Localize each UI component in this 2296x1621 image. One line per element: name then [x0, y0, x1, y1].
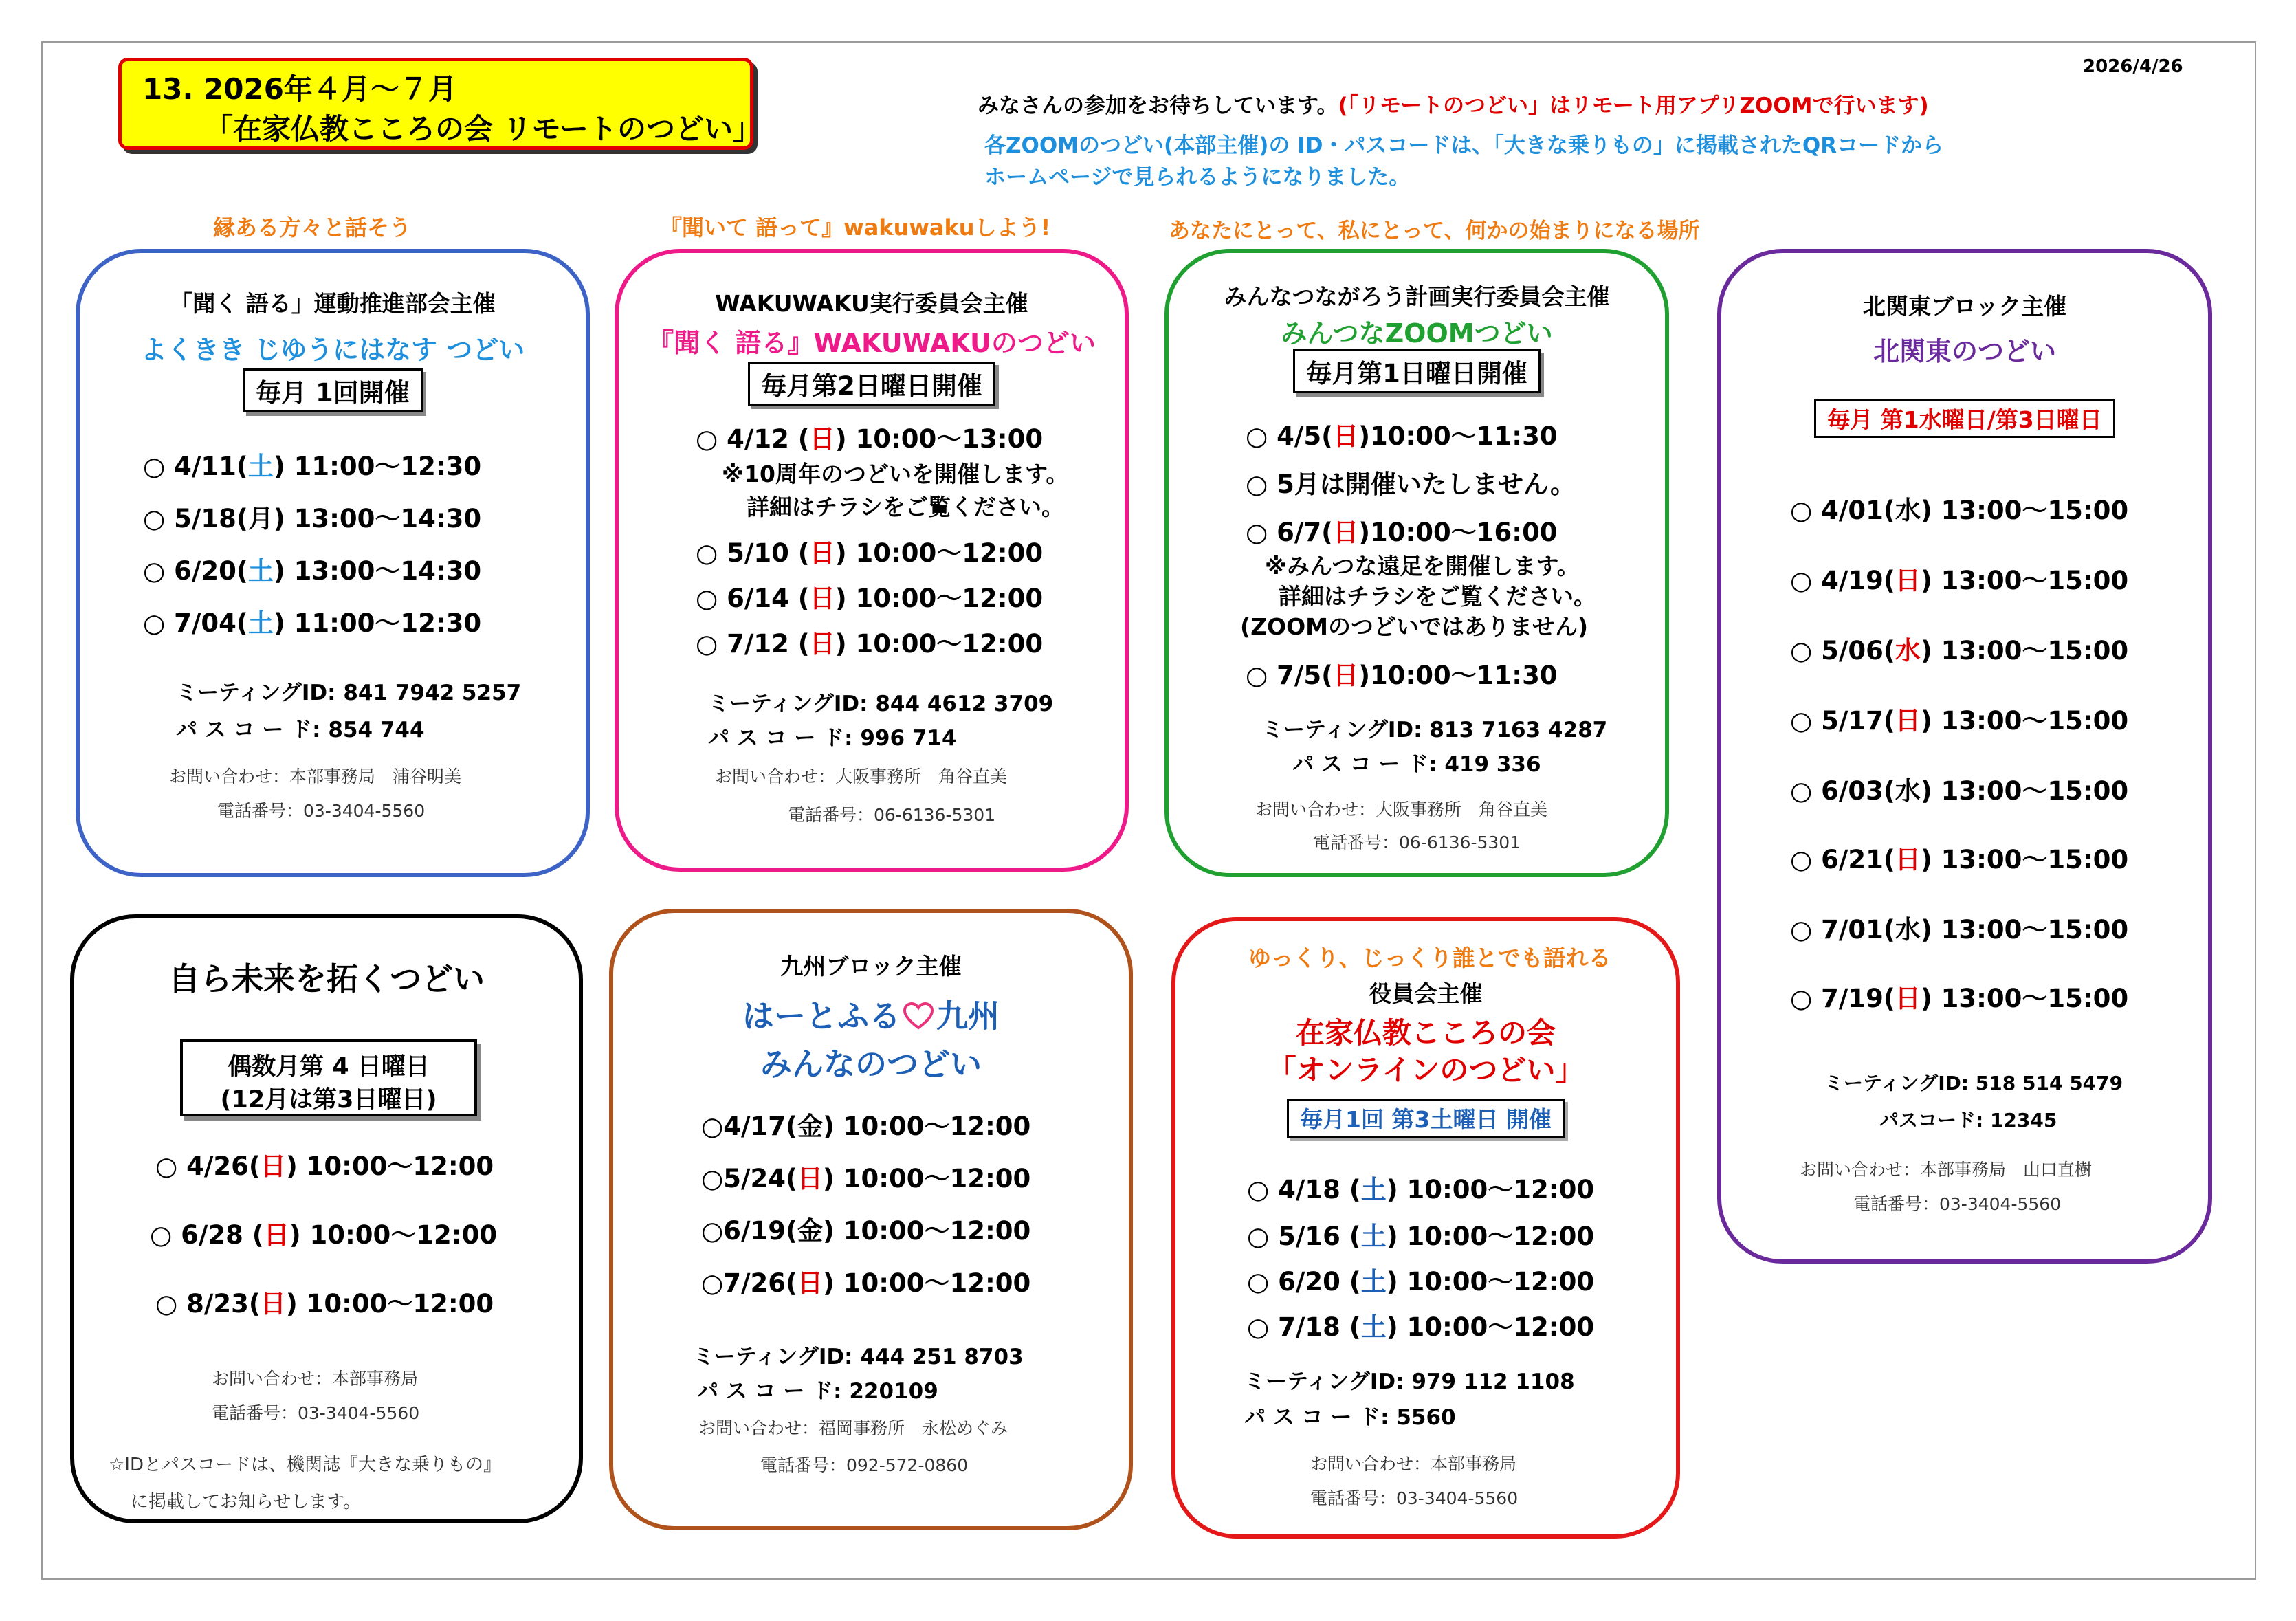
- schedule-badge: 毎月第1日曜日開催: [1293, 349, 1541, 393]
- contact: お問い合わせ：大阪事務所 角谷直美: [1255, 800, 1548, 819]
- organizer: WAKUWAKU実行委員会主催: [715, 290, 1028, 317]
- event-name-line-2: みんなのつどい: [760, 1046, 982, 1083]
- list-item: ○4/17(金) 10:00～12:00: [701, 1112, 1031, 1141]
- passcode: パ ス コ ー ド: 419 336: [1292, 752, 1541, 777]
- list-item: ○5/24(日) 10:00～12:00: [701, 1164, 1031, 1193]
- meeting-id: ミーティングID: 979 112 1108: [1244, 1369, 1575, 1394]
- phone: 電話番号：06-6136-5301: [1313, 832, 1521, 852]
- meeting-id: ミーティングID: 844 4612 3709: [708, 692, 1054, 716]
- phone: 電話番号：03-3404-5560: [212, 1403, 420, 1423]
- title-line-2: 「在家仏教こころの会 リモートのつどい」: [204, 112, 762, 146]
- schedule-line-1: 偶数月第 4 日曜日: [228, 1053, 430, 1081]
- list-item: ○ 6/21(日) 13:00～15:00: [1790, 845, 2129, 874]
- note: (ZOOMのつどいではありません): [1240, 613, 1589, 640]
- list-item: ○ 7/18 (土) 10:00～12:00: [1247, 1312, 1595, 1342]
- phone: 電話番号：03-3404-5560: [1310, 1488, 1519, 1508]
- schedule-line-2: (12月は第3日曜日): [220, 1086, 437, 1114]
- organizer: 北関東ブロック主催: [1862, 293, 2067, 320]
- organizer: 役員会主催: [1369, 980, 1483, 1007]
- card-minna-tsunagaro: [1164, 249, 1669, 877]
- document-date: 2026/4/26: [2083, 56, 2183, 77]
- contact: お問い合わせ：本部事務局 浦谷明美: [169, 767, 462, 786]
- schedule-badge: 毎月 1回開催: [243, 368, 423, 412]
- list-item: ○ 6/20(土) 13:00～14:30: [143, 556, 482, 586]
- list-item: ○ 4/11(土) 11:00～12:30: [143, 452, 482, 481]
- event-name-line-2: 「オンラインのつどい」: [1267, 1053, 1585, 1087]
- event-name-line-1: 在家仏教こころの会: [1295, 1016, 1556, 1050]
- list-item: ○ 4/12 (日) 10:00～13:00: [696, 424, 1044, 454]
- list-item: ○ 6/20 (土) 10:00～12:00: [1247, 1267, 1595, 1297]
- list-item: ○7/26(日) 10:00～12:00: [701, 1268, 1031, 1298]
- event-name: 自ら未来を拓くつどい: [168, 960, 485, 997]
- passcode: パ ス コ ー ド: 996 714: [708, 726, 957, 751]
- header-invite-text: みなさんの参加をお待ちしています。: [978, 93, 1338, 118]
- list-item: ○ 7/01(水) 13:00～15:00: [1790, 915, 2129, 945]
- list-item: ○ 6/03(水) 13:00～15:00: [1790, 776, 2129, 806]
- list-item: ○ 5/17(日) 13:00～15:00: [1790, 706, 2129, 736]
- list-item: ○ 7/12 (日) 10:00～12:00: [696, 629, 1044, 659]
- meeting-id: ミーティングID: 841 7942 5257: [176, 681, 522, 705]
- schedule-badge: 毎月1回 第3土曜日 開催: [1287, 1099, 1565, 1138]
- event-name: 『聞く 語る』WAKUWAKUのつどい: [648, 328, 1096, 358]
- note: ※10周年のつどいを開催します。: [722, 461, 1069, 487]
- contact: お問い合わせ：本部事務局 山口直樹: [1800, 1160, 2093, 1180]
- tagline-online: ゆっくり、じっくり誰とでも語れる: [1248, 945, 1611, 971]
- schedule-badge: [180, 1039, 477, 1116]
- card-online: [1171, 917, 1680, 1539]
- meeting-id: ミーティングID: 518 514 5479: [1824, 1072, 2123, 1094]
- event-name: 北関東のつどい: [1873, 336, 2056, 366]
- list-item: ○ 6/28 (日) 10:00～12:00: [150, 1220, 498, 1250]
- phone: 電話番号：03-3404-5560: [217, 801, 426, 821]
- header-line-2: 各ZOOMのつどい(本部主催)の ID・パスコードは、「大きな乗りもの」に掲載されたQRコードから: [984, 133, 1944, 158]
- list-item: ○ 4/18 (土) 10:00～12:00: [1247, 1175, 1595, 1204]
- title-line-1: 13. 2026年４月～７月: [142, 72, 457, 106]
- schedule-badge: 毎月 第1水曜日/第3日曜日: [1814, 399, 2115, 438]
- passcode: パスコード: 12345: [1879, 1109, 2057, 1132]
- contact: お問い合わせ：本部事務局: [212, 1369, 419, 1389]
- passcode: パ ス コ ー ド: 854 744: [176, 718, 425, 742]
- list-item: ○ 4/01(水) 13:00～15:00: [1790, 496, 2129, 525]
- note: ※みんつな遠足を開催します。: [1265, 553, 1580, 580]
- card-kitakanto: [1717, 249, 2212, 1264]
- meeting-id: ミーティングID: 813 7163 4287: [1262, 718, 1608, 742]
- list-item: ○ 8/23(日) 10:00～12:00: [155, 1289, 494, 1319]
- header-line-1: [978, 88, 1929, 119]
- list-item: ○ 7/19(日) 13:00～15:00: [1790, 984, 2129, 1013]
- note: に掲載してお知らせします。: [131, 1492, 362, 1512]
- card-wakuwaku: [615, 249, 1129, 872]
- phone: 電話番号：092-572-0860: [760, 1455, 969, 1475]
- event-name: みんつなZOOMつどい: [1281, 318, 1553, 349]
- card-kyushu: [609, 909, 1133, 1530]
- card-mirai: [70, 914, 583, 1523]
- header-line-3: ホームページで見られるようになりました。: [984, 165, 1411, 190]
- phone: 電話番号：06-6136-5301: [788, 805, 996, 825]
- list-item: ○ 5/10 (日) 10:00～12:00: [696, 538, 1044, 568]
- note: 詳細はチラシをご覧ください。: [747, 494, 1064, 520]
- list-item: ○ 5/06(水) 13:00～15:00: [1790, 636, 2129, 665]
- list-item: ○6/19(金) 10:00～12:00: [701, 1216, 1031, 1246]
- list-item: ○ 7/04(土) 11:00～12:30: [143, 608, 482, 638]
- passcode: パ ス コ ー ド: 5560: [1244, 1405, 1456, 1430]
- list-item: ○ 5月は開催いたしません。: [1246, 470, 1576, 499]
- card-kiku-katari: [76, 249, 590, 877]
- contact: お問い合わせ：本部事務局: [1310, 1454, 1517, 1474]
- list-item: ○ 5/16 (土) 10:00～12:00: [1247, 1222, 1595, 1251]
- schedule-badge: 毎月第2日曜日開催: [748, 362, 995, 406]
- tagline-kiku: 縁ある方々と話そう: [213, 214, 412, 241]
- list-item: ○ 5/18(月) 13:00～14:30: [143, 504, 482, 533]
- event-name: よくきき じゆうにはなす つどい: [140, 335, 525, 365]
- event-name-line-1: はーとふる 九州: [613, 991, 1129, 1037]
- phone: 電話番号：03-3404-5560: [1853, 1194, 2062, 1214]
- note: ☆IDとパスコードは、機関誌『大きな乗りもの』: [109, 1455, 501, 1475]
- heart-icon: [903, 1000, 934, 1037]
- note: 詳細はチラシをご覧ください。: [1279, 583, 1596, 610]
- organizer: 「聞く 語る」運動推進部会主催: [170, 290, 496, 317]
- header-zoom-note: (「リモートのつどい」はリモート用アプリZOOMで行います): [1338, 93, 1929, 118]
- tagline-minna: あなたにとって、私にとって、何かの始まりになる場所: [1169, 219, 1700, 243]
- page-title: [118, 58, 762, 150]
- tagline-wakuwaku: 『聞いて 語って』wakuwakuしよう!: [660, 214, 1051, 241]
- list-item: ○ 7/5(日)10:00～11:30: [1246, 661, 1558, 690]
- passcode: パ ス コ ー ド: 220109: [697, 1379, 938, 1404]
- contact: お問い合わせ：大阪事務所 角谷直美: [715, 767, 1008, 786]
- list-item: ○ 4/19(日) 13:00～15:00: [1790, 566, 2129, 595]
- list-item: ○ 6/14 (日) 10:00～12:00: [696, 584, 1044, 613]
- organizer: 九州ブロック主催: [780, 953, 962, 980]
- contact: お問い合わせ：福岡事務所 永松めぐみ: [698, 1418, 1008, 1438]
- organizer: みんなつながろう計画実行委員会主催: [1224, 283, 1610, 310]
- list-item: ○ 6/7(日)10:00～16:00: [1246, 518, 1558, 547]
- meeting-id: ミーティングID: 444 251 8703: [693, 1345, 1024, 1369]
- list-item: ○ 4/26(日) 10:00～12:00: [155, 1151, 494, 1181]
- list-item: ○ 4/5(日)10:00～11:30: [1246, 421, 1558, 451]
